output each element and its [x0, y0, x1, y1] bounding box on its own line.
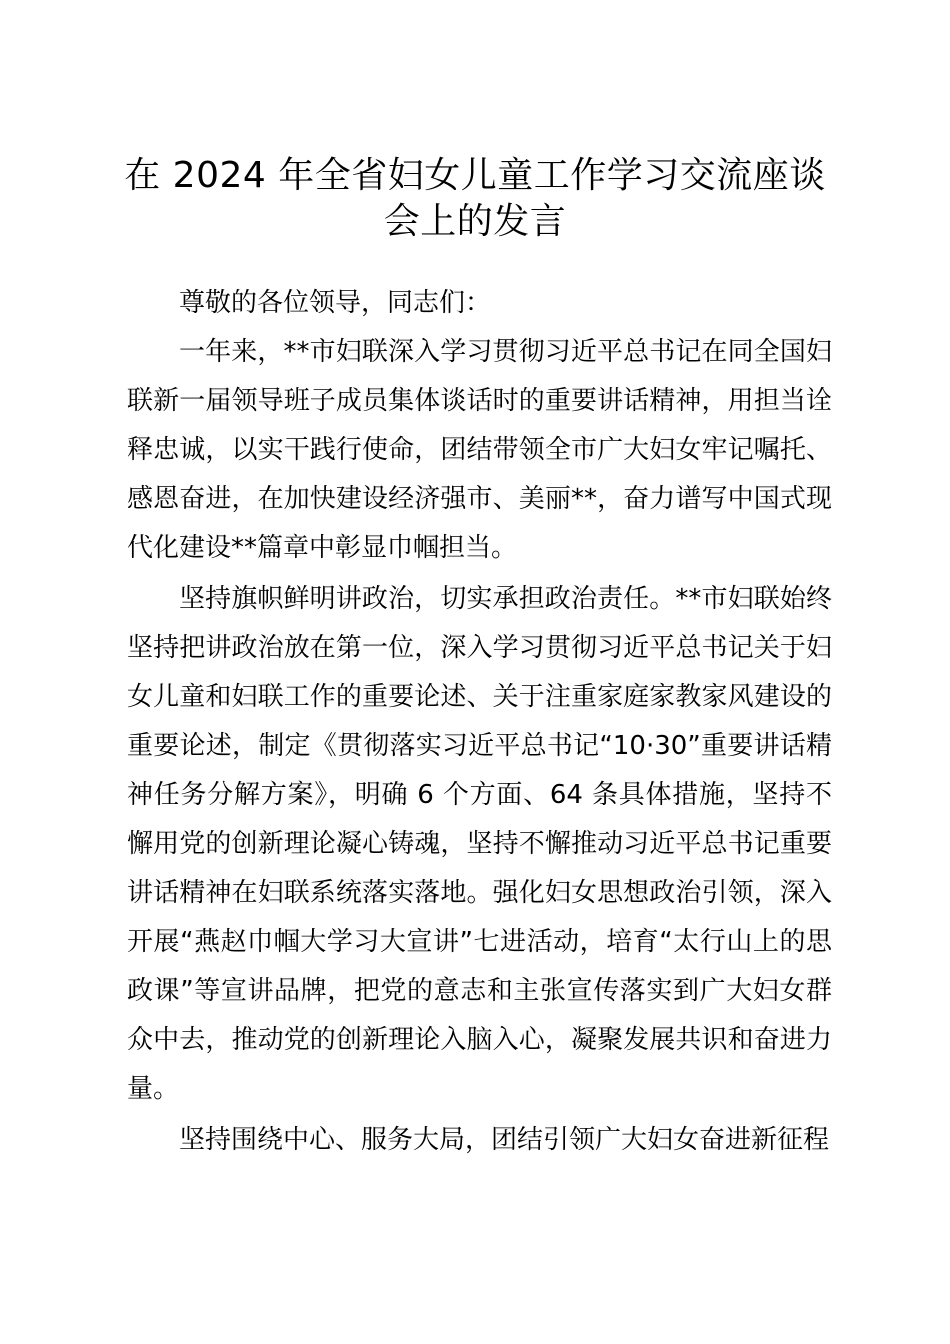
- paragraph-3: 坚持围绕中心、服务大局，团结引领广大妇女奋进新征程: [179, 1125, 830, 1155]
- document-body: [127, 279, 832, 1165]
- paragraph-1: 一年来，**市妇联深入学习贯彻习近平总书记在同全国妇联新一届领导班子成员集体谈话时的重要讲话精神，用担当诠释忠诚，以实干践行使命，团结带领全市广大妇女牢记嘱托、感恩奋进，在加快建设经济强市、美丽**，奋力谱写中国式现代化建设**篇章中彰显巾帼担当。: [127, 337, 832, 563]
- document-title: 在 2024 年全省妇女儿童工作学习交流座谈会上的发言: [124, 155, 826, 242]
- greeting-line: 尊敬的各位领导，同志们：: [179, 288, 492, 318]
- paragraph-2: 坚持旗帜鲜明讲政治，切实承担政治责任。**市妇联始终坚持把讲政治放在第一位，深入学习贯彻习近平总书记关于妇女儿童和妇联工作的重要论述、关于注重家庭家教家风建设的重要论述，制定《贯彻落实习近平总书记“10·30”重要讲话精神任务分解方案》，明确 6 个方面、64 条具体措施，坚持不懈用党的创新理论凝心铸魂，坚持不懈推动习近平总书记重要讲话精神在妇联系统落实落地。强化妇女思想政治引领，深入开展“燕赵巾帼大学习大宣讲”七进活动，培育“太行山上的思政课”等宣讲品牌，把党的意志和主张宣传落实到广大妇女群众中去，推动党的创新理论入脑入心，凝聚发展共识和奋进力量。: [127, 584, 832, 1104]
